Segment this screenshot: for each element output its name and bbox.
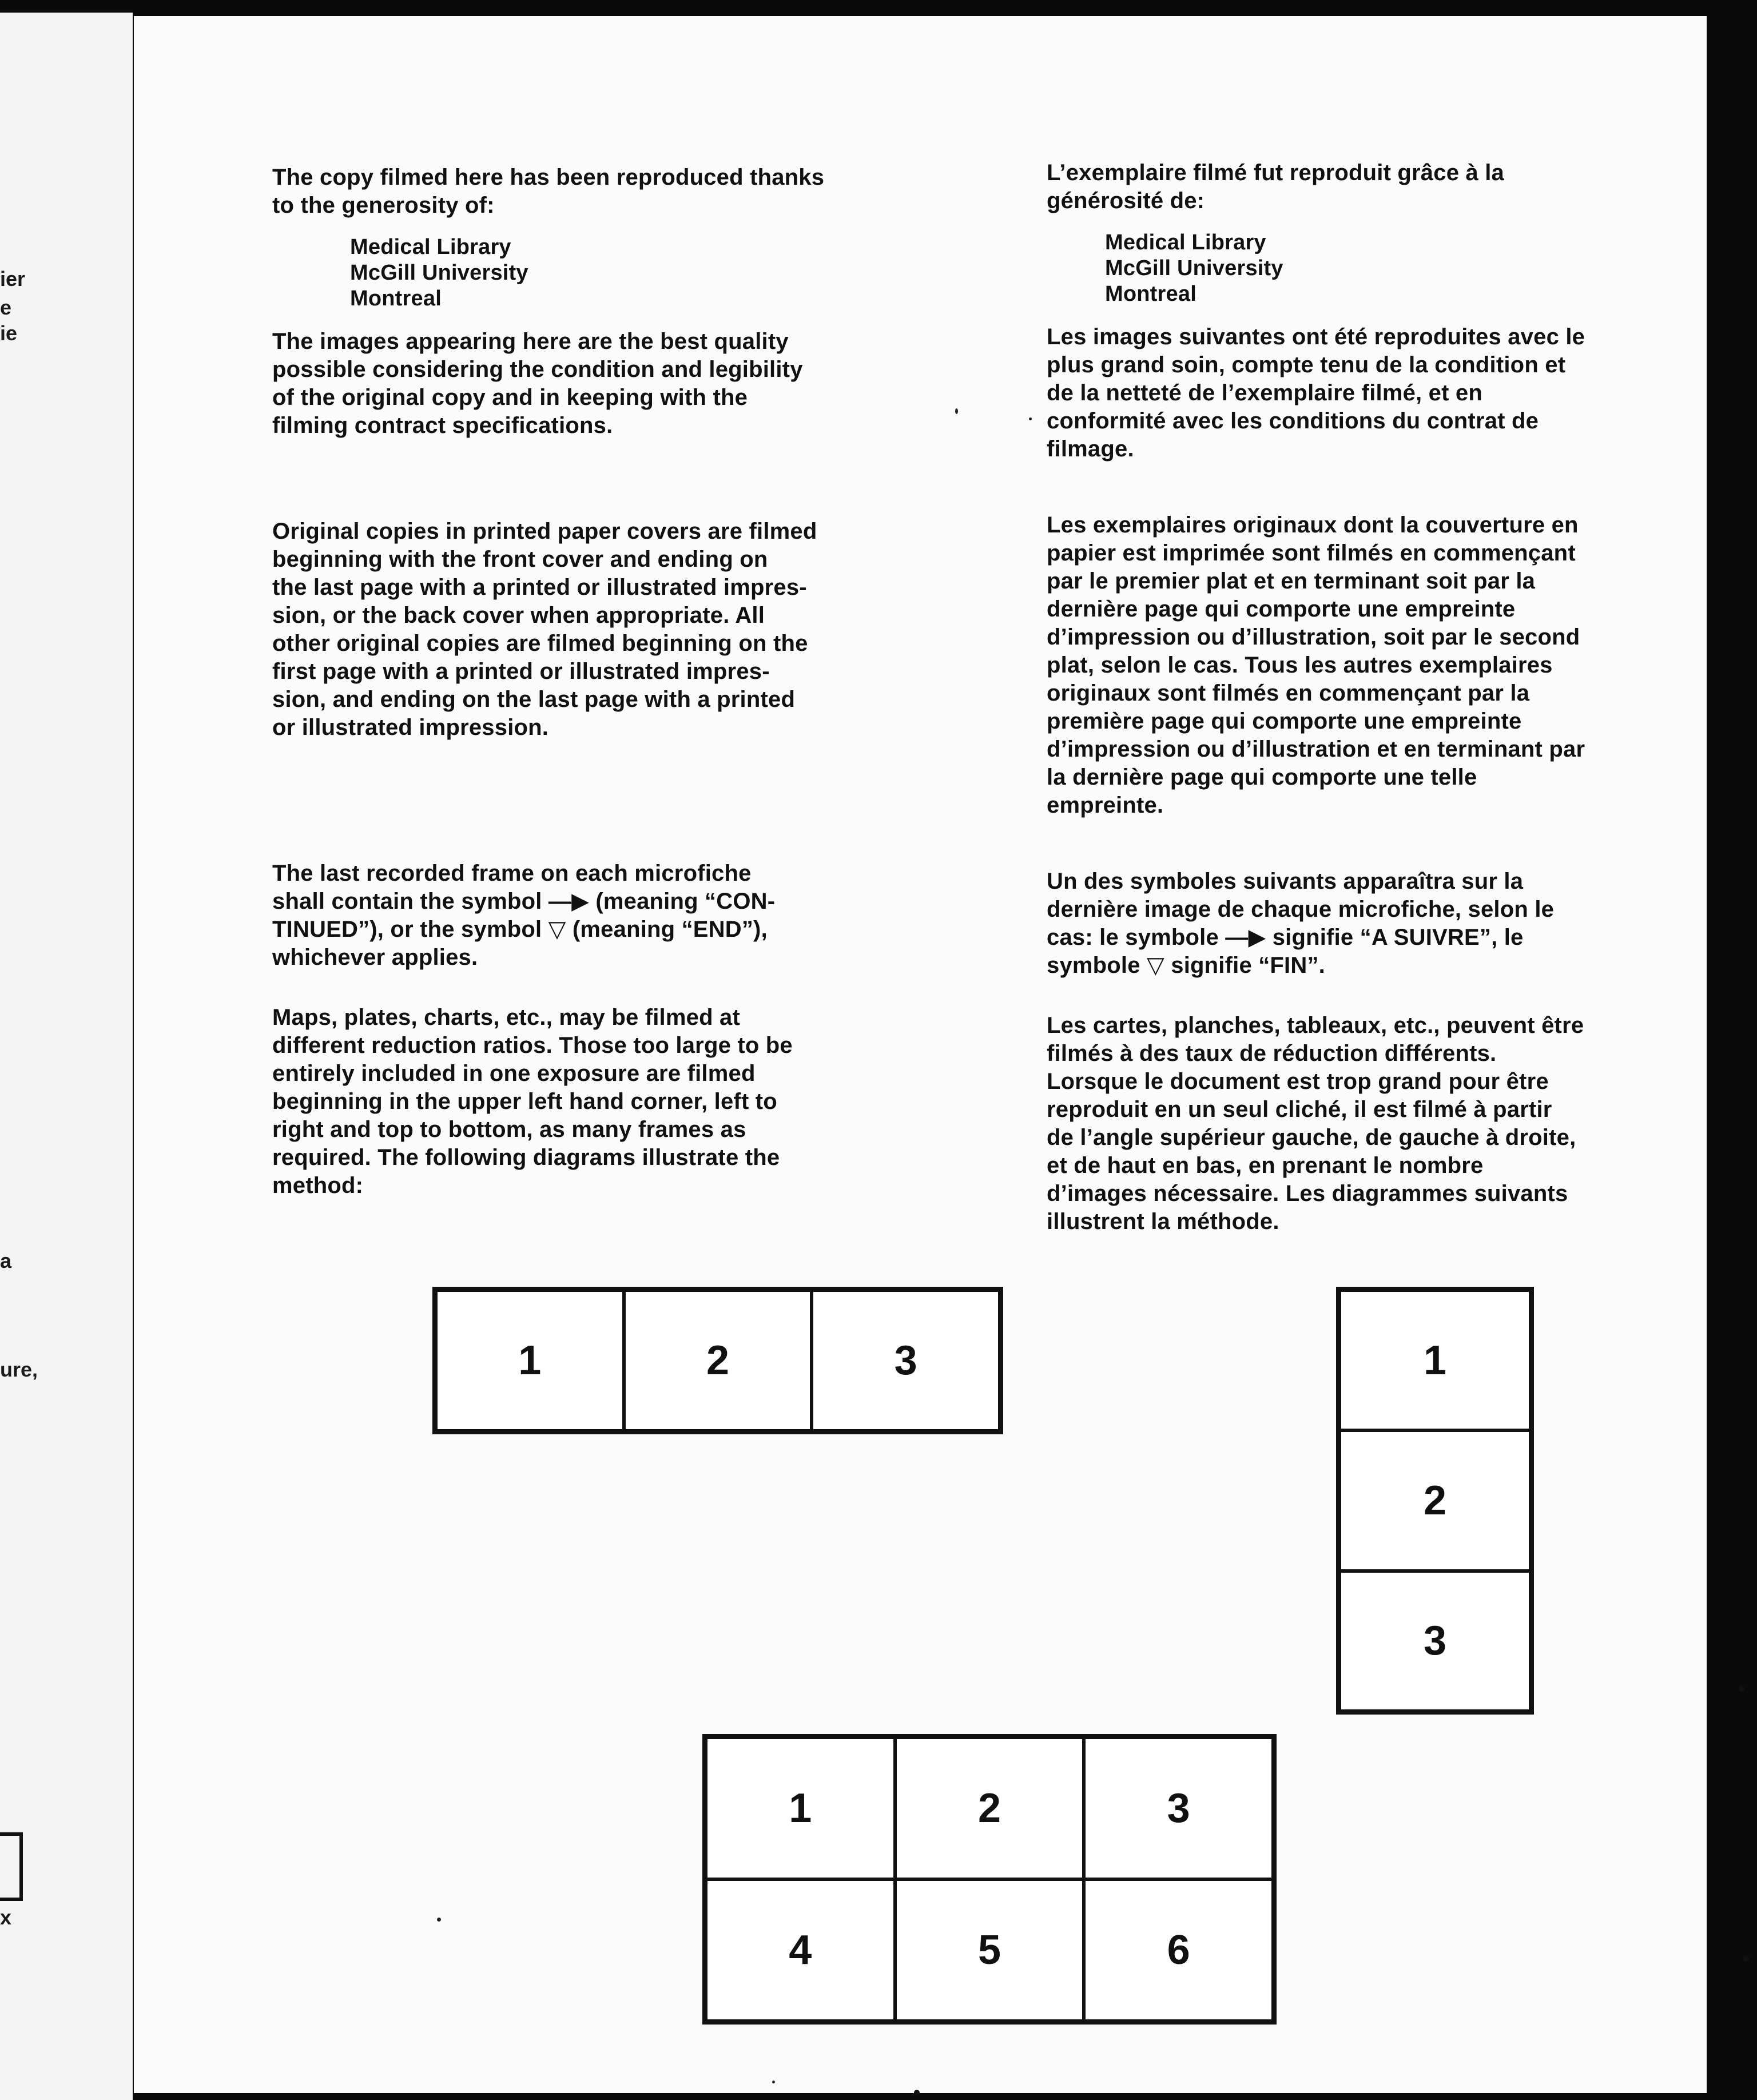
scan-speck [1029, 417, 1032, 420]
frame-cell: 5 [895, 1879, 1084, 2021]
institution-address [1105, 230, 1699, 307]
originals-paragraph: Original copies in printed paper covers are filmed beginning with the front cover and ending on the last page with a printed or illustrated impres- sion, or the back cover when appropriate. All other original copies are filmed beginning on the first page with a printed or illustrated impres- sion, and ending on the last page with a printed or illustrated impression. [272, 519, 817, 740]
institution-line: Medical Library [350, 235, 511, 259]
frame-cell: 4 [706, 1879, 895, 2021]
document-page [134, 16, 1707, 2093]
frame-cell: 2 [624, 1290, 812, 1431]
frame-cell: 1 [1339, 1290, 1531, 1430]
frame-cell: 2 [895, 1737, 1084, 1879]
originals-paragraph: Les exemplaires originaux dont la couverture en papier est imprimée sont filmés en commençant par le premier plat et en terminant soit par la dernière page qui comporte une empreinte d’impression ou d’illustration, soit par le second plat, selon le cas. Tous les autres exemplaires originaux sont filmés en commençant par la première page qui comporte une empreinte d’impression ou d’illustration et en terminant par la dernière page qui comporte une telle empreinte. [1047, 512, 1585, 818]
english-column [272, 164, 959, 1200]
institution-line: Montreal [350, 287, 442, 311]
institution-address [350, 234, 959, 312]
fragment-text: ure, [0, 1358, 38, 1381]
institution-line: Medical Library [1105, 230, 1266, 254]
fragment-text: ier [0, 267, 26, 291]
fragment-text: x [0, 1906, 12, 1929]
fragment-frame-box [0, 1832, 23, 1901]
scan-speck [955, 408, 958, 414]
scan-edge-mark [1739, 1686, 1744, 1692]
frame-cell: 2 [1339, 1430, 1531, 1570]
maps-paragraph: Les cartes, planches, tableaux, etc., peuvent être filmés à des taux de réduction différents. Lorsque le document est trop grand pour être reproduit en un seul cliché, il est filmé à partir de l’angle supérieur gauche, de gauche à droite, et de haut en bas, en prenant le nombre d’images nécessaire. Les diagrammes suivants illustrent la méthode. [1047, 1013, 1584, 1234]
scan-edge-mark [1743, 1956, 1749, 1962]
diagram-grid-frames [702, 1734, 1277, 2025]
quality-paragraph: The images appearing here are the best quality possible considering the condition and legibility of the original copy and in keeping with the filming contract specifications. [272, 329, 803, 438]
frame-cell: 3 [1339, 1571, 1531, 1711]
institution-line: Montreal [1105, 282, 1196, 306]
fragment-text: e [0, 296, 12, 319]
institution-line: McGill University [350, 261, 528, 285]
frame-cell: 6 [1084, 1879, 1273, 2021]
maps-paragraph: Maps, plates, charts, etc., may be filmed at different reduction ratios. Those too large to be entirely included in one exposure are filmed beginning in the upper left hand corner, left to right and top to bottom, as many frames as required. The following diagrams illustrate the method: [272, 1005, 793, 1198]
frame-cell: 3 [1084, 1737, 1273, 1879]
institution-line: McGill University [1105, 256, 1283, 280]
frame-cell: 1 [436, 1290, 624, 1431]
frame-cell: 1 [706, 1737, 895, 1879]
symbols-paragraph: The last recorded frame on each microfiche shall contain the symbol —▶ (meaning “CON- TINUED”), or the symbol ▽ (meaning “END”), whichever applies. [272, 861, 776, 970]
symbols-paragraph: Un des symboles suivants apparaîtra sur la dernière image de chaque microfiche, selon le cas: le symbole —▶ signifie “A SUIVRE”, le symbole ▽ signifie “FIN”. [1047, 869, 1555, 978]
fragment-text: a [0, 1249, 12, 1272]
credit-paragraph: L’exemplaire filmé fut reproduit grâce à la générosité de: [1047, 160, 1504, 213]
frame-cell: 3 [812, 1290, 1000, 1431]
scan-speck [772, 2081, 775, 2083]
credit-paragraph: The copy filmed here has been reproduced thanks to the generosity of: [272, 165, 825, 218]
diagram-vertical-frames [1336, 1287, 1534, 1715]
scan-edge-mark [914, 2090, 920, 2095]
diagram-horizontal-frames [432, 1287, 1003, 1434]
quality-paragraph: Les images suivantes ont été reproduites avec le plus grand soin, compte tenu de la condition et de la netteté de l’exemplaire filmé, et en conformité avec les conditions du contrat de filmage. [1047, 324, 1585, 462]
french-column [1047, 159, 1699, 1236]
adjacent-page-strip [0, 13, 133, 2100]
scan-speck [437, 1918, 441, 1922]
fragment-text: ie [0, 321, 18, 345]
